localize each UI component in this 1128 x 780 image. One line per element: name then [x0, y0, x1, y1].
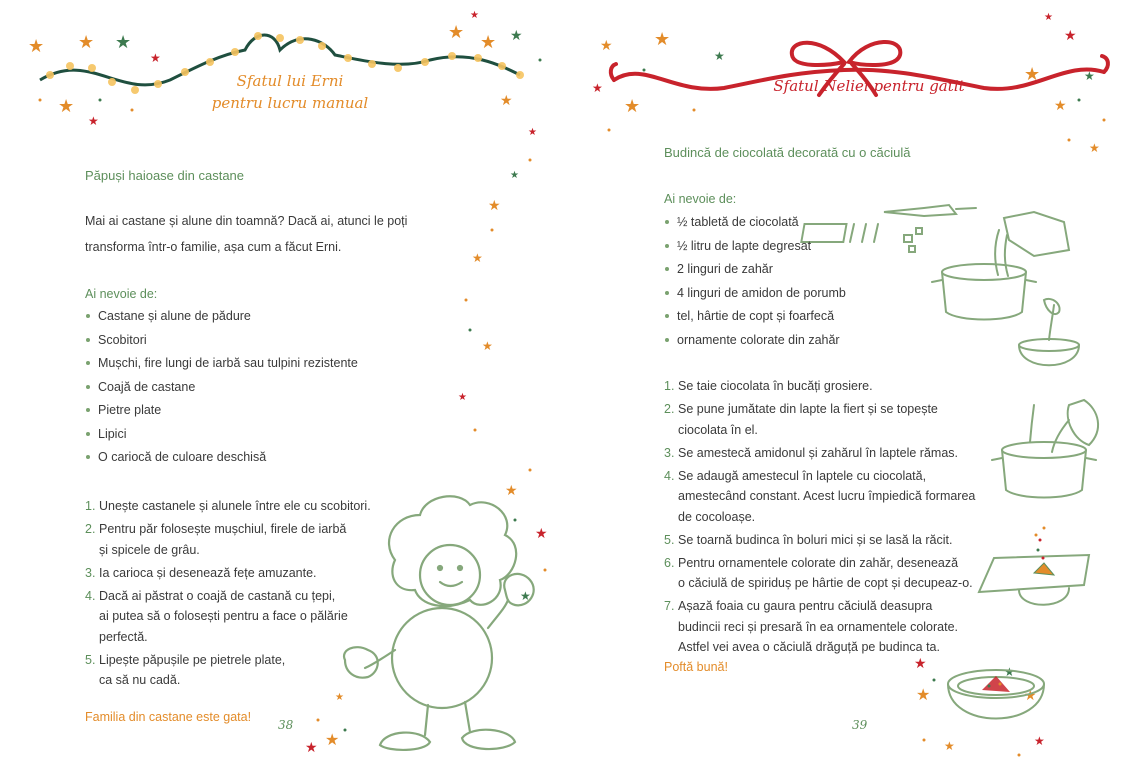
intro-line: Mai ai castane și alune din toamnă? Dacă ai, atunci le poți — [85, 214, 408, 228]
svg-text:★: ★ — [58, 96, 75, 117]
step-number: 1. — [664, 379, 675, 393]
step-line: Astfel vei avea o căciulă drăguță pe budinca ta. — [678, 640, 940, 654]
step-line: perfectă. — [99, 629, 148, 644]
list-item: Coajă de castane — [85, 377, 465, 401]
svg-text:★: ★ — [78, 32, 95, 53]
step-line: Pentru ornamentele colorate din zahăr, desenează — [678, 555, 959, 570]
svg-text:★: ★ — [654, 29, 671, 50]
svg-text:★: ★ — [916, 685, 931, 704]
ingredients-list — [664, 212, 864, 353]
svg-text:★: ★ — [510, 170, 519, 181]
step-line: ca să nu cadă. — [99, 673, 181, 687]
bowl-pour-icon — [1068, 400, 1098, 445]
svg-text:★: ★ — [528, 127, 537, 138]
svg-text:★: ★ — [714, 49, 725, 63]
svg-text:★: ★ — [458, 392, 467, 403]
intro-text — [85, 208, 465, 260]
left-closing: Familia din castane este gata! — [85, 710, 252, 724]
list-item: Mușchi, fire lungi de iarbă sau tulpini rezistente — [85, 353, 465, 377]
svg-text:★: ★ — [88, 114, 99, 128]
svg-text:★: ★ — [28, 36, 45, 57]
right-closing: Poftă bună! — [664, 660, 728, 674]
svg-text:★: ★ — [1044, 12, 1053, 23]
step-line: Se amestecă amidonul și zahărul în laptele rămas. — [678, 445, 959, 460]
list-item: Lipici — [85, 424, 465, 448]
left-banner-title — [190, 70, 390, 114]
step-item — [664, 376, 1004, 397]
svg-text:★: ★ — [510, 28, 523, 44]
step-line: Pentru păr folosește mușchiul, firele de iarbă — [99, 522, 347, 536]
step-line: de cocoloașe. — [678, 509, 756, 524]
svg-text:★: ★ — [520, 589, 531, 603]
step-line: Unește castanele și alunele între ele cu scobitori. — [99, 499, 371, 513]
svg-text:★: ★ — [305, 740, 318, 756]
svg-text:★: ★ — [1054, 98, 1067, 114]
step-item — [664, 553, 1004, 594]
svg-text:★: ★ — [335, 692, 344, 703]
left-steps-list — [85, 496, 405, 693]
step-item — [85, 519, 405, 560]
materials-list — [85, 306, 465, 471]
svg-text:★: ★ — [1024, 64, 1041, 85]
step-line: Se adaugă amestecul în laptele cu ciocolată, — [678, 468, 927, 483]
right-banner-title — [764, 75, 974, 97]
step-item — [664, 596, 1004, 658]
list-item: tel, hârtie de copt și foarfecă — [664, 306, 864, 330]
step-line: ai putea să o folosești pentru a face o pălărie — [99, 609, 348, 623]
left-needs-heading: Ai nevoie de: — [85, 287, 158, 301]
step-line: Se toarnă budinca în boluri mici și se lasă la răcit. — [678, 532, 953, 547]
svg-text:★: ★ — [944, 739, 955, 753]
list-item: Scobitori — [85, 330, 465, 354]
svg-text:★: ★ — [325, 730, 340, 749]
svg-text:★: ★ — [505, 483, 518, 499]
list-item: Castane și alune de pădure — [85, 306, 465, 330]
page-number: 38 — [278, 718, 294, 732]
step-line: și spicele de grâu. — [99, 542, 200, 557]
step-number: 6. — [664, 555, 675, 570]
intro-line: transforma într-o familie, așa cum a făcut Erni. — [85, 240, 342, 254]
step-number: 3. — [85, 565, 96, 580]
step-item — [664, 399, 1004, 440]
left-page-title: Păpuși haioase din castane — [85, 168, 245, 183]
step-item — [664, 443, 1004, 464]
milk-carton-icon — [1004, 212, 1069, 256]
right-page — [564, 0, 1128, 780]
doll-foot-left-icon — [380, 733, 430, 750]
svg-text:★: ★ — [482, 339, 493, 353]
doll-hair-icon — [389, 496, 516, 606]
step-line: ciocolata în el. — [678, 422, 758, 437]
step-line: Ia carioca și desenează fețe amuzante. — [99, 565, 317, 580]
svg-text:★: ★ — [1034, 734, 1045, 748]
list-item: ½ litru de lapte degresat — [664, 236, 864, 260]
right-steps-list — [664, 376, 1004, 660]
step-item — [85, 586, 405, 648]
pot-icon — [942, 264, 1026, 280]
step-number: 2. — [85, 522, 96, 536]
step-number: 1. — [85, 499, 96, 513]
step-line: o căciulă de spiriduș pe hârtie de copt și decupeaz-o. — [678, 576, 973, 590]
step-line: amestecând constant. Acest lucru împiedică formarea — [678, 489, 976, 503]
svg-text:★: ★ — [624, 96, 641, 117]
list-item: 4 linguri de amidon de porumb — [664, 283, 864, 307]
svg-text:★: ★ — [500, 93, 513, 109]
banner-line-1: Sfatul lui Erni — [236, 72, 344, 90]
list-item: ornamente colorate din zahăr — [664, 330, 864, 354]
banner-line-1: Sfatul Neliei pentru gătit — [773, 77, 965, 95]
svg-text:★: ★ — [592, 81, 603, 95]
svg-text:★: ★ — [1064, 28, 1077, 44]
step-number: 2. — [664, 402, 675, 416]
step-line: budincii reci și presară în ea ornamentele colorate. — [678, 619, 959, 634]
step-line: Lipește păpușile pe pietrele plate, — [99, 652, 286, 667]
step-number: 5. — [85, 652, 96, 667]
svg-text:★: ★ — [914, 656, 927, 672]
step-number: 3. — [664, 445, 675, 460]
svg-text:★: ★ — [1024, 688, 1037, 704]
step-number: 4. — [664, 468, 675, 483]
svg-text:★: ★ — [1089, 141, 1100, 155]
svg-text:★: ★ — [480, 32, 497, 53]
step-line: Dacă ai păstrat o coajă de castană cu țepi, — [99, 588, 336, 603]
step-item — [85, 496, 405, 517]
doll-foot-right-icon — [462, 730, 515, 749]
doll-head-icon — [420, 545, 480, 605]
svg-text:★: ★ — [600, 38, 613, 54]
step-line: Se pune jumătate din lapte la fiert și se topește — [678, 402, 938, 416]
svg-text:★: ★ — [448, 22, 465, 43]
list-item: O cariocă de culoare deschisă — [85, 447, 465, 471]
svg-text:★: ★ — [535, 526, 548, 542]
step-line: Se taie ciocolata în bucăți grosiere. — [678, 379, 873, 393]
svg-text:★: ★ — [1004, 665, 1015, 679]
right-needs-heading: Ai nevoie de: — [664, 192, 737, 206]
step-number: 4. — [85, 588, 96, 603]
list-item: ½ tabletă de ciocolată — [664, 212, 864, 236]
banner-line-2: pentru lucru manual — [211, 94, 369, 112]
step-item — [85, 563, 405, 584]
step-number: 5. — [664, 532, 675, 547]
page-number: 39 — [852, 718, 868, 732]
doll-body-icon — [392, 608, 492, 708]
knife-icon — [884, 205, 956, 216]
step-item — [664, 466, 1004, 528]
svg-text:★: ★ — [150, 51, 161, 65]
svg-text:★: ★ — [115, 32, 132, 53]
svg-text:★: ★ — [472, 251, 483, 265]
right-page-title: Budincă de ciocolată decorată cu o căciulă — [664, 145, 911, 160]
step-number: 7. — [664, 599, 675, 613]
step-line: Așază foaia cu gaura pentru căciulă deasupra — [678, 599, 933, 613]
list-item: 2 linguri de zahăr — [664, 259, 864, 283]
step-item — [664, 530, 1004, 551]
svg-text:★: ★ — [470, 10, 479, 21]
svg-text:★: ★ — [1084, 69, 1095, 83]
svg-text:★: ★ — [488, 198, 501, 214]
list-item: Pietre plate — [85, 400, 465, 424]
step-item — [85, 650, 405, 691]
